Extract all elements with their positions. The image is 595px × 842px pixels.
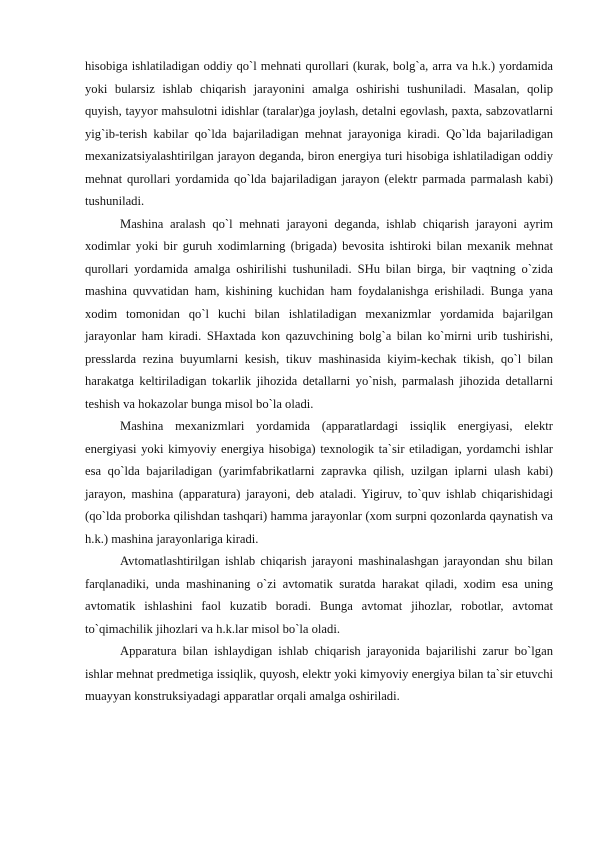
document-body bbox=[85, 55, 553, 708]
paragraph-1: hisobiga ishlatiladigan oddiy qo`l mehnati qurollari (kurak, bolg`a, arra va h.k.) yordamida yoki bularsiz ishlab chiqarish jarayonini amalga oshirishi tushuniladi. Masalan, qolip quyish, tayyor mahsulotni idishlar (taralar)ga joylash, detalni egovlash, paxta, sabzovatlarni yig`ib-terish kabilar qo`lda bajariladigan mehnat jarayoniga kiradi. Qo`lda bajariladigan mexanizatsiyalashtirilgan jarayon deganda, biron energiya turi hisobiga ishlatiladigan oddiy mehnat qurollari yordamida qo`lda bajariladigan jarayon (elektr parmada parmalash kabi) tushuniladi. bbox=[85, 59, 553, 208]
paragraph-4: Avtomatlashtirilgan ishlab chiqarish jarayoni mashinalashgan jarayondan shu bilan farqlanadiki, unda mashinaning o`zi avtomatik suratda harakat qiladi, xodim esa uning avtomatik ishlashini faol kuzatib boradi. Bunga avtomat jihozlar, robotlar, avtomat to`qimachilik jihozlari va h.k.lar misol bo`la oladi. bbox=[85, 554, 553, 636]
paragraph-5: Apparatura bilan ishlaydigan ishlab chiqarish jarayonida bajarilishi zarur bo`lgan ishlar mehnat predmetiga issiqlik, quyosh, elektr yoki kimyoviy energiya bilan ta`sir etuvchi muayyan konstruksiyadagi apparatlar orqali amalga oshiriladi. bbox=[85, 644, 553, 703]
paragraph-2: Mashina aralash qo`l mehnati jarayoni deganda, ishlab chiqarish jarayoni ayrim xodimlar yoki bir guruh xodimlarning (brigada) bevosita ishtiroki bilan mexanik mehnat qurollari yordamida amalga oshirilishi tushuniladi. SHu bilan birga, bir vaqtning o`zida mashina quvvatidan ham, kishining kuchidan ham foydalanishga erishiladi. Bunga yana xodim tomonidan qo`l kuchi bilan ishlatiladigan mexanizmlar yordamida bajarilgan jarayonlar ham kiradi. SHaxtada kon qazuvchining bolg`a bilan ko`mirni urib tushirishi, presslarda rezina buyumlarni kesish, tikuv mashinasida kiyim-kechak tikish, qo`l bilan harakatga keltiriladigan tokarlik jihozida detallarni yo`nish, parmalash jihozida detallarni teshish va hokazolar bunga misol bo`la oladi. bbox=[85, 216, 553, 411]
paragraph-3: Mashina mexanizmlari yordamida (apparatlardagi issiqlik energiyasi, elektr energiyasi yoki kimyoviy energiya hisobiga) texnologik ta`sir etiladigan, yordamchi ishlar esa qo`lda bajariladigan (yarimfabrikatlarni zapravka qilish, uzilgan iplarni ulash kabi) jarayon, mashina (apparatura) jarayoni, deb ataladi. Yigiruv, to`quv ishlab chiqarishidagi (qo`lda proborka qilishdan tashqari) hamma jarayonlar (xom surpni qozonlarda qaynatish va h.k.) mashina jarayonlariga kiradi. bbox=[85, 419, 553, 546]
